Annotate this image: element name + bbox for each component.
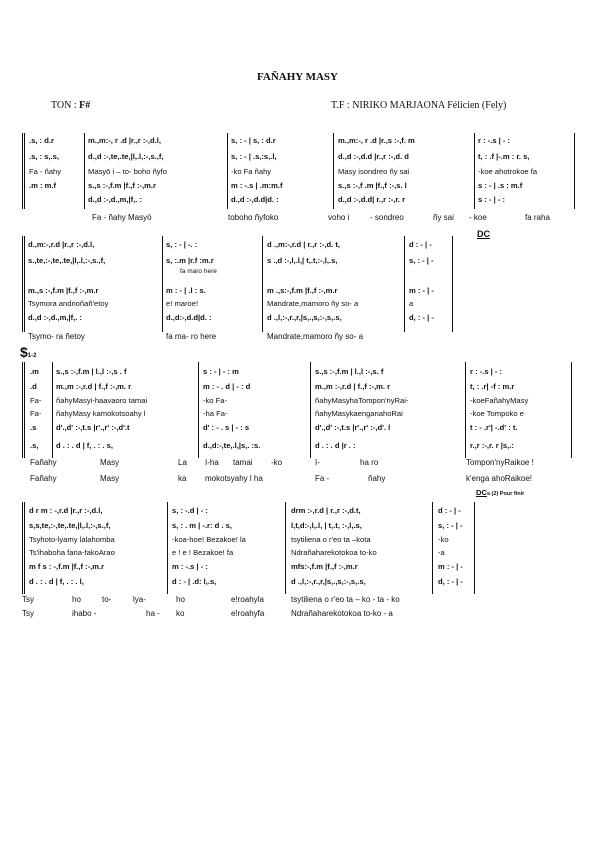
barline (262, 236, 263, 332)
barline (22, 502, 23, 594)
lyric-segment: lya- (133, 595, 146, 604)
notation-line: s.,s :-,f.m |f.,f :-,m.r (88, 181, 156, 190)
lyric-segment: ihabo - (72, 609, 97, 618)
barline (285, 502, 286, 594)
notation-line: m.,m:-, r .d |r.,s :-,f. m (338, 136, 415, 145)
lyric-line: Fa - ñahy (29, 167, 62, 176)
lyric-segment: ko (176, 609, 185, 618)
barline (571, 362, 572, 458)
lyric-segment: Masy (100, 458, 120, 467)
lyric-segment: -ko (271, 458, 283, 467)
lyric-segment: toboho ñyfoko (228, 213, 279, 222)
lyric-segment: ka (178, 474, 187, 483)
lyric-line: Masyō i – to- boho ñyfo (88, 167, 167, 176)
lyric-line: -ko (438, 535, 449, 544)
notation-line: s, : - | s, : d.r (231, 136, 276, 145)
barline (404, 236, 405, 332)
barline (52, 362, 53, 458)
notation-line: d'.,d' :-,t.s |r'.,r' :-,d'.t (56, 423, 130, 432)
notation-line: s.,te,:-,te,.te,|l,.l,:-,s.,f, (28, 256, 106, 265)
lyric-segment: La (178, 458, 187, 467)
notation-line: r : -.s | - : (478, 136, 511, 145)
notation-line: d.,d :-,d.d|d. : (231, 195, 279, 204)
lyric-segment: tamai (233, 458, 253, 467)
barline (22, 236, 23, 332)
lyric-segment: fa raha (525, 213, 550, 222)
notation-line: s, : - | .s,:s,.l, (231, 152, 277, 161)
notation-line: d.,m:-,r.d |r.,r :-,d.l, (28, 240, 95, 249)
notation-line: s.,s :-,f.m | l.,l :-,s. f (315, 367, 384, 376)
barline (310, 362, 311, 458)
notation-line: d : - | - (409, 240, 432, 249)
notation-line: d.,d :-,d.d |r.,r :-,d. d (338, 152, 409, 161)
lyric-segment: k'enga ahoRaikoe! (466, 474, 533, 483)
notation-line: d .,l,:-,r.,r,|s,.,s,:-,s,.s, (291, 577, 366, 586)
notation-line: s.,s :-,f.m | l.,l :-,s . f (56, 367, 127, 376)
lyric-segment: I- (315, 458, 320, 467)
lyric-line: fa maro here (180, 268, 217, 275)
lyric-segment: Ndrañaharekotokoa to-ko - a (291, 609, 393, 618)
lyric-segment: voho i (328, 213, 350, 222)
barline (84, 133, 85, 209)
barline (465, 362, 466, 458)
lyric-segment: Mandrate,mamoro ñy so- a (267, 332, 364, 341)
lyric-segment: - koe (469, 213, 487, 222)
lyric-line: Fa- (30, 396, 42, 405)
notation-line: d : - | .d: l,.s, (172, 577, 217, 586)
notation-line: .s, : s,.s, (29, 152, 59, 161)
notation-line: t, : .f |-.m : r. s, (478, 152, 530, 161)
lyric-line: -a (438, 548, 445, 557)
barline (474, 502, 475, 594)
notation-line: d . : . d |r . : (315, 441, 356, 450)
lyric-line: Mandrate,mamoro ñy so- a (267, 299, 359, 308)
notation-line: m.,s :-,f.m |f.,f :-,m.r (28, 286, 99, 295)
lyric-line: Tsymora andrioñañ'etoy (28, 299, 109, 308)
notation-line: s,s,te,:-,te,.te,|l,.l,:-,s.,f, (29, 521, 111, 530)
barline (432, 502, 433, 594)
barline (333, 133, 334, 209)
lyric-segment: Tsymo- ra ñetoy (28, 332, 85, 341)
notation-line: m f s : -,f.m |f.,f :-,m.r (29, 562, 105, 571)
lyric-line: -koe ahotrokoe fa (478, 167, 538, 176)
notation-line: d.,d:-,te,.l,|s,. :s. (203, 441, 261, 450)
barline (24, 236, 25, 332)
notation-line: s : - | - : m (203, 367, 239, 376)
song-title: FAÑAHY MASY (257, 71, 338, 83)
notation-line: s, :.m |r.f :m.r (166, 256, 214, 265)
lyric-segment: Masy (100, 474, 120, 483)
lyric-segment: ñy sai (433, 213, 454, 222)
notation-line: d . : . d | f, . : . s, (56, 441, 113, 450)
notation-line: m : - . d | - : d (203, 382, 251, 391)
lyric-segment: Tompon'nyRaikoe ! (466, 458, 534, 467)
notation-line: m : -.s | .m:m.f (231, 181, 283, 190)
notation-line: d, : - | - (409, 313, 434, 322)
barline (22, 133, 23, 209)
lyric-segment: ha ro (360, 458, 379, 467)
lyric-line: ñahyMasy kamokotsoahy l (56, 409, 146, 418)
lyric-segment: Fañahy (30, 474, 57, 483)
notation-line: d.,d :-,d.,m,|f,. : (28, 313, 83, 322)
lyric-segment: e!roahyfa (231, 609, 265, 618)
lyric-segment: Tsy (22, 595, 34, 604)
notation-line: .s (30, 423, 37, 432)
segno-sign: $1-2 (20, 344, 37, 360)
notation-line: d' : - . s | - : s (203, 423, 250, 432)
lyric-segment: tsytiliena o r'eo ta – ko - ta - ko (291, 595, 400, 604)
notation-line: s : - | - : (478, 195, 506, 204)
barline (167, 502, 168, 594)
lyric-line: Tsyhoto-lyamy lalahomba (29, 535, 115, 544)
barline (452, 236, 453, 332)
notation-line: m.,m :-,r.d | f.,f :-,m. r (56, 382, 132, 391)
notation-line: l,t,d:-,l,.l, | t,.t, :-,l,.s, (291, 521, 362, 530)
notation-line: d.,d :-,te,.te,|l,.l,:-,s.,f, (88, 152, 164, 161)
notation-line: s .,d :-,l,.l,| t,.t,:-,l,.s, (267, 256, 338, 265)
notation-line: s, : -.d | - : (172, 506, 208, 515)
lyric-line: Masy isondreo ñy sai (338, 167, 410, 176)
lyric-segment: Tsy (22, 609, 34, 618)
notation-line: m.,m :-,r.d | f.,f :-,m. r (315, 382, 391, 391)
notation-line: .s, : d.r (29, 136, 54, 145)
lyric-line: -ko Fa ñahy (231, 167, 272, 176)
barline (24, 362, 25, 458)
dc-marker: DC (477, 229, 490, 239)
notation-line: d.,d:-,d.d|d. : (166, 313, 212, 322)
notation-line: t : - .r'| -.d' : t. (470, 423, 518, 432)
lyric-segment: ñahy (368, 474, 386, 483)
notation-line: .m : m.f (29, 181, 57, 190)
notation-line: d, : - | - (438, 577, 463, 586)
lyric-line: a (409, 299, 414, 308)
lyric-line: Ts'ihaboha fana-fakoArao (29, 548, 115, 557)
key-signature: TON : F# (51, 100, 91, 111)
lyric-segment: Fañahy (30, 458, 57, 467)
barline (198, 362, 199, 458)
lyric-line: ñahyMasyhaTompon'nyRai- (315, 396, 409, 405)
lyric-line: Ndrañaharekotokoa to-ko (291, 548, 377, 557)
lyric-line: -ha Fa- (203, 409, 228, 418)
notation-line: .m (30, 367, 39, 376)
notation-line: m : - | - (409, 286, 434, 295)
lyric-line: Fa- (30, 409, 42, 418)
lyric-segment: Fa - (315, 474, 330, 483)
barline (22, 362, 23, 458)
notation-line: d'.,d' :-,t.s |r'.,r' :-,d'. l (315, 423, 391, 432)
notation-line: mfs:-,f.m |f.,f :-,m.r (291, 562, 358, 571)
lyric-line: e ! e ! Bezakoe! fa (172, 548, 234, 557)
notation-line: d r m : -,r.d |r.,r :-,d.l, (29, 506, 103, 515)
notation-line: d .,m:-,r.d | r.,r :-,d. t, (267, 240, 341, 249)
notation-line: d : - | - (438, 506, 461, 515)
lyric-segment: mokotsyahy l ha (205, 474, 263, 483)
lyric-segment: I-ha (205, 458, 219, 467)
lyric-line: -ko Fa- (203, 396, 228, 405)
lyric-segment: ho (176, 595, 185, 604)
barline (162, 236, 163, 332)
barline (24, 502, 25, 594)
lyric-line: -koa-hoe! Bezakoe! la (172, 535, 246, 544)
notation-line: r : -.s | - : (470, 367, 503, 376)
notation-line: d . : . d | f, . : . l, (29, 577, 84, 586)
lyric-line: tsytiliena o r'eo ta –kota (291, 535, 371, 544)
notation-line: m : -.s | - : (172, 562, 208, 571)
notation-line: .s, (30, 441, 39, 450)
lyric-line: -koe Tompoko e (470, 409, 524, 418)
dc-finir-note: DCs (2) Pour finir (476, 488, 525, 497)
notation-line: m.,m:-, r .d |r.,r :-,d.l, (88, 136, 162, 145)
barline (474, 133, 475, 209)
barline (227, 133, 228, 209)
notation-line: s, : - | - (438, 521, 463, 530)
notation-line: d .,l,:-,r.,r,|s,.,s,:-,s,.s, (267, 313, 342, 322)
notation-line: s, : . m | -.r: d . s, (172, 521, 232, 530)
lyric-segment: ha - (146, 609, 160, 618)
barline (24, 133, 25, 209)
notation-line: m : - | .l : s. (166, 286, 206, 295)
lyric-segment: ho (72, 595, 81, 604)
notation-line: t, : .r| -f : m.r (470, 382, 515, 391)
notation-line: s : - | .s : m.f (478, 181, 523, 190)
notation-line: m .,s:-,f.m |f.,f :-,m.r (267, 286, 338, 295)
lyric-segment: fa ma- ro here (166, 332, 217, 341)
lyric-line: -koeFañahyMasy (470, 396, 529, 405)
notation-line: s, : - | - (409, 256, 434, 265)
lyric-segment: to- (102, 595, 112, 604)
notation-line: drm :-,r.d | r.,r :-,d.t, (291, 506, 361, 515)
lyric-segment: e!roahyla (231, 595, 264, 604)
notation-line: s.,s :-,f .m |f.,f :-,s. l (338, 181, 407, 190)
lyric-line: ñahyMasyi-haavaoro tamai (56, 396, 148, 405)
notation-line: m : - | - (438, 562, 463, 571)
lyric-segment: - sondreo (370, 213, 404, 222)
lyric-segment: Fa - ñahy Masyō (92, 213, 152, 222)
notation-line: d.,d :-,d.,m,|f,. : (88, 195, 143, 204)
lyric-line: e! maroe! (166, 299, 199, 308)
notation-line: r.,r :-,r. r |s,.: (470, 441, 514, 450)
notation-line: d.,d :-,d.d| r.,r :-,r. r (338, 195, 406, 204)
barline (574, 133, 575, 209)
lyric-line: ñahyMasykaenganahoRai (315, 409, 403, 418)
notation-line: .d (30, 382, 37, 391)
author-line: T.F : NIRIKO MARJAONA Félicien (Fely) (331, 100, 507, 111)
notation-line: s, : - | -. : (166, 240, 198, 249)
